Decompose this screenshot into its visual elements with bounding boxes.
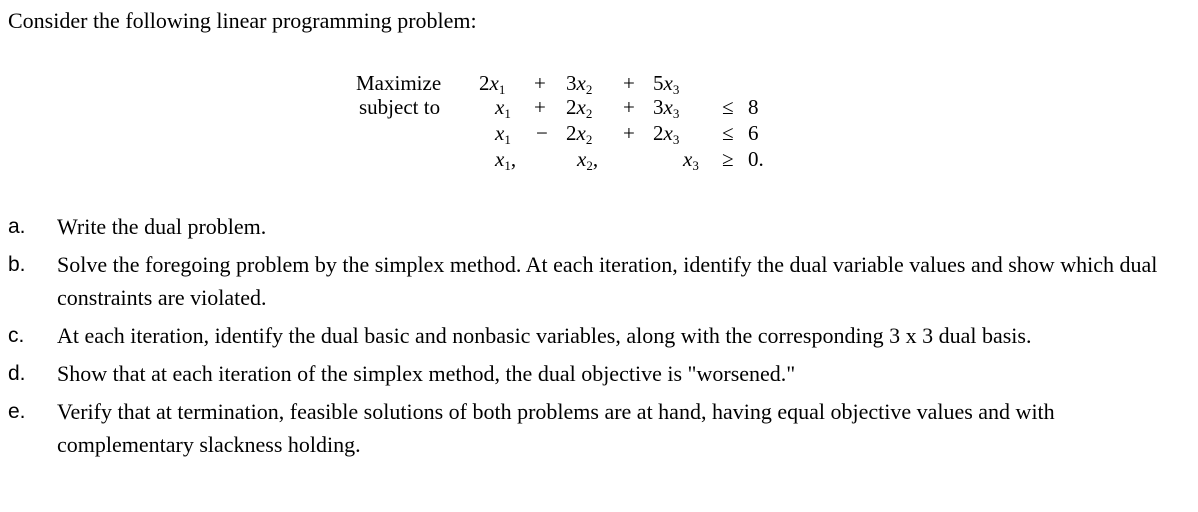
part-marker: c. <box>8 324 25 347</box>
nonneg-x3: $x_3$ <box>683 147 699 173</box>
constraint1-term-1: $x_1$ <box>495 95 511 121</box>
question-part-b <box>8 248 1188 314</box>
nonneg-x1: $x_1$, <box>495 147 517 173</box>
constraint2-op-2: + <box>623 121 635 145</box>
objective-term-3: $5x_3$ <box>653 71 680 97</box>
objective-term-2: $3x_2$ <box>566 71 593 97</box>
part-text: Show that at each iteration of the simplex method, the dual objective is "worsened." <box>57 361 796 386</box>
nonneg-rhs: 0. <box>748 147 764 171</box>
part-marker: b. <box>8 253 26 276</box>
part-text: Solve the foregoing problem by the simplex method. At each iteration, identify the dual variable values and show which dual constraints are violated. <box>57 252 1158 310</box>
part-text: At each iteration, identify the dual basic and nonbasic variables, along with the corresponding 3 x 3 dual basis. <box>57 323 1032 348</box>
constraint2-term-1: $x_1$ <box>495 121 511 147</box>
constraint1-op-1: + <box>534 95 546 119</box>
part-marker: e. <box>8 400 26 423</box>
constraint1-term-3: $3x_3$ <box>653 95 680 121</box>
question-parts <box>8 210 1188 466</box>
objective-term-1: $2x_1$ <box>479 71 506 97</box>
part-text: Verify that at termination, feasible solutions of both problems are at hand, having equal objective values and with complementary slackness holding. <box>57 399 1055 457</box>
part-marker: d. <box>8 362 26 385</box>
subject-to-label: subject to <box>359 95 441 119</box>
part-marker: a. <box>8 215 26 238</box>
constraint2-term-2: $2x_2$ <box>566 121 593 147</box>
question-part-a <box>8 210 1188 243</box>
constraint2-term-3: $2x_3$ <box>653 121 680 147</box>
objective-op-1: + <box>534 71 546 95</box>
constraint1-op-2: + <box>623 95 635 119</box>
intro-text: Consider the following linear programming problem: <box>8 8 477 33</box>
constraint2-rhs: 6 <box>748 121 759 145</box>
constraint1-rhs: 8 <box>748 95 759 119</box>
constraint2-op-1: − <box>536 121 548 145</box>
question-part-e <box>8 395 1188 461</box>
objective-op-2: + <box>623 71 635 95</box>
constraint1-relation: ≤ <box>722 95 734 119</box>
part-text: Write the dual problem. <box>57 214 267 239</box>
nonneg-relation: ≥ <box>722 147 734 171</box>
constraint1-term-2: $2x_2$ <box>566 95 593 121</box>
question-part-c <box>8 319 1188 352</box>
constraint2-relation: ≤ <box>722 121 734 145</box>
maximize-label: Maximize <box>356 71 442 95</box>
nonneg-x2: $x_2$, <box>577 147 599 173</box>
question-part-d <box>8 357 1188 390</box>
